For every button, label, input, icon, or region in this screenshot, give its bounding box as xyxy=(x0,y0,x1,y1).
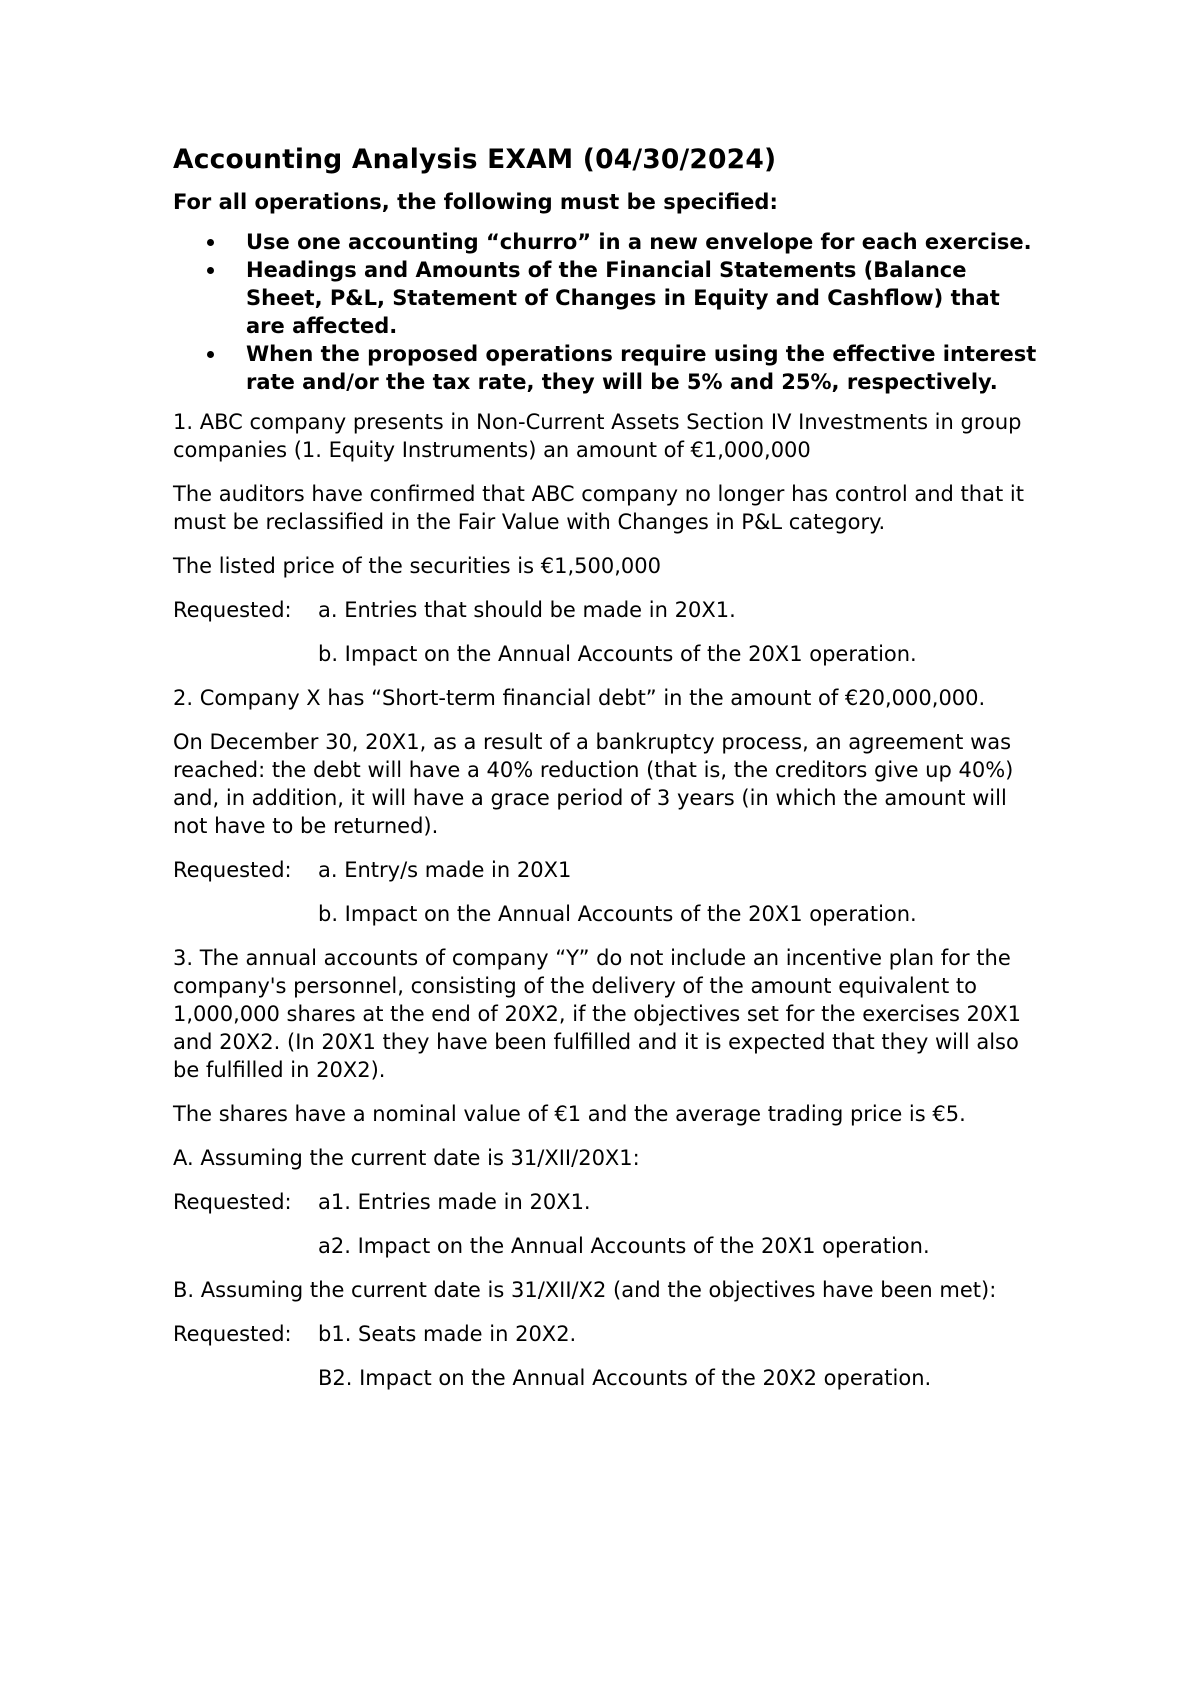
document-title: Accounting Analysis EXAM (04/30/2024) xyxy=(173,144,777,175)
question-3-shares: The shares have a nominal value of €1 and the average trading price is €5. xyxy=(173,1102,966,1126)
requested-label: Requested: xyxy=(173,858,292,882)
question-1-requested-a xyxy=(173,596,1043,624)
question-2-requested-a xyxy=(173,856,1043,884)
requested-label: Requested: xyxy=(173,598,292,622)
requested-item: a1. Entries made in 20X1. xyxy=(318,1190,591,1214)
list-item-text: When the proposed operations require using the effective interest rate and/or the tax rate, they will be 5% and 25%, respectively. xyxy=(246,342,1037,394)
question-3-statement: 3. The annual accounts of company “Y” do not include an incentive plan for the company's personnel, consisting of the delivery of the amount equivalent to 1,000,000 shares at the end of 20X2, if the objectives set for the exercises 20X1 and 20X2. (In 20X1 they have been fulfilled and it is expected that they will also be fulfilled in 20X2). xyxy=(173,946,1022,1082)
question-3-requested-b1 xyxy=(173,1320,1043,1348)
question-1-price: The listed price of the securities is €1,500,000 xyxy=(173,554,661,578)
question-3-requested-b2 xyxy=(173,1364,1043,1392)
requested-item: b. Impact on the Annual Accounts of the 20X1 operation. xyxy=(318,902,917,926)
requested-item: a2. Impact on the Annual Accounts of the 20X1 operation. xyxy=(318,1234,930,1258)
requested-item: a. Entries that should be made in 20X1. xyxy=(318,598,736,622)
requested-item: a. Entry/s made in 20X1 xyxy=(318,858,572,882)
question-2-statement: 2. Company X has “Short-term financial debt” in the amount of €20,000,000. xyxy=(173,686,986,710)
question-3-requested-a2 xyxy=(173,1232,1043,1260)
requested-item: b. Impact on the Annual Accounts of the 20X1 operation. xyxy=(318,642,917,666)
list-item-text: Use one accounting “churro” in a new envelope for each exercise. xyxy=(246,230,1032,254)
list-item xyxy=(173,340,1043,396)
question-1-requested-b xyxy=(173,640,1043,668)
question-2-requested-b xyxy=(173,900,1043,928)
question-3-part-b: B. Assuming the current date is 31/XII/X2 (and the objectives have been met): xyxy=(173,1278,997,1302)
bullet-icon xyxy=(207,351,214,358)
requested-item: b1. Seats made in 20X2. xyxy=(318,1322,577,1346)
requested-label: Requested: xyxy=(173,1322,292,1346)
instructions-list xyxy=(173,228,1043,396)
instructions-intro: For all operations, the following must be specified: xyxy=(173,190,778,214)
question-1-auditors: The auditors have confirmed that ABC company no longer has control and that it must be reclassified in the Fair Value with Changes in P&L category. xyxy=(173,482,1024,534)
list-item xyxy=(173,228,1043,256)
requested-label: Requested: xyxy=(173,1190,292,1214)
requested-item: B2. Impact on the Annual Accounts of the 20X2 operation. xyxy=(318,1366,932,1390)
exam-document xyxy=(173,142,1043,1408)
question-1-statement: 1. ABC company presents in Non-Current Assets Section IV Investments in group companies (1. Equity Instruments) an amount of €1,000,000 xyxy=(173,410,1022,462)
list-item xyxy=(173,256,1043,340)
question-3-requested-a1 xyxy=(173,1188,1043,1216)
bullet-icon xyxy=(207,267,214,274)
list-item-text: Headings and Amounts of the Financial Statements (Balance Sheet, P&L, Statement of Changes in Equity and Cashflow) that are affected. xyxy=(246,258,1000,338)
bullet-icon xyxy=(207,239,214,246)
question-3-part-a: A. Assuming the current date is 31/XII/20X1: xyxy=(173,1146,640,1170)
question-2-agreement: On December 30, 20X1, as a result of a bankruptcy process, an agreement was reached: the debt will have a 40% reduction (that is, the creditors give up 40%) and, in addition, it will have a grace period of 3 years (in which the amount will not have to be returned). xyxy=(173,730,1014,838)
